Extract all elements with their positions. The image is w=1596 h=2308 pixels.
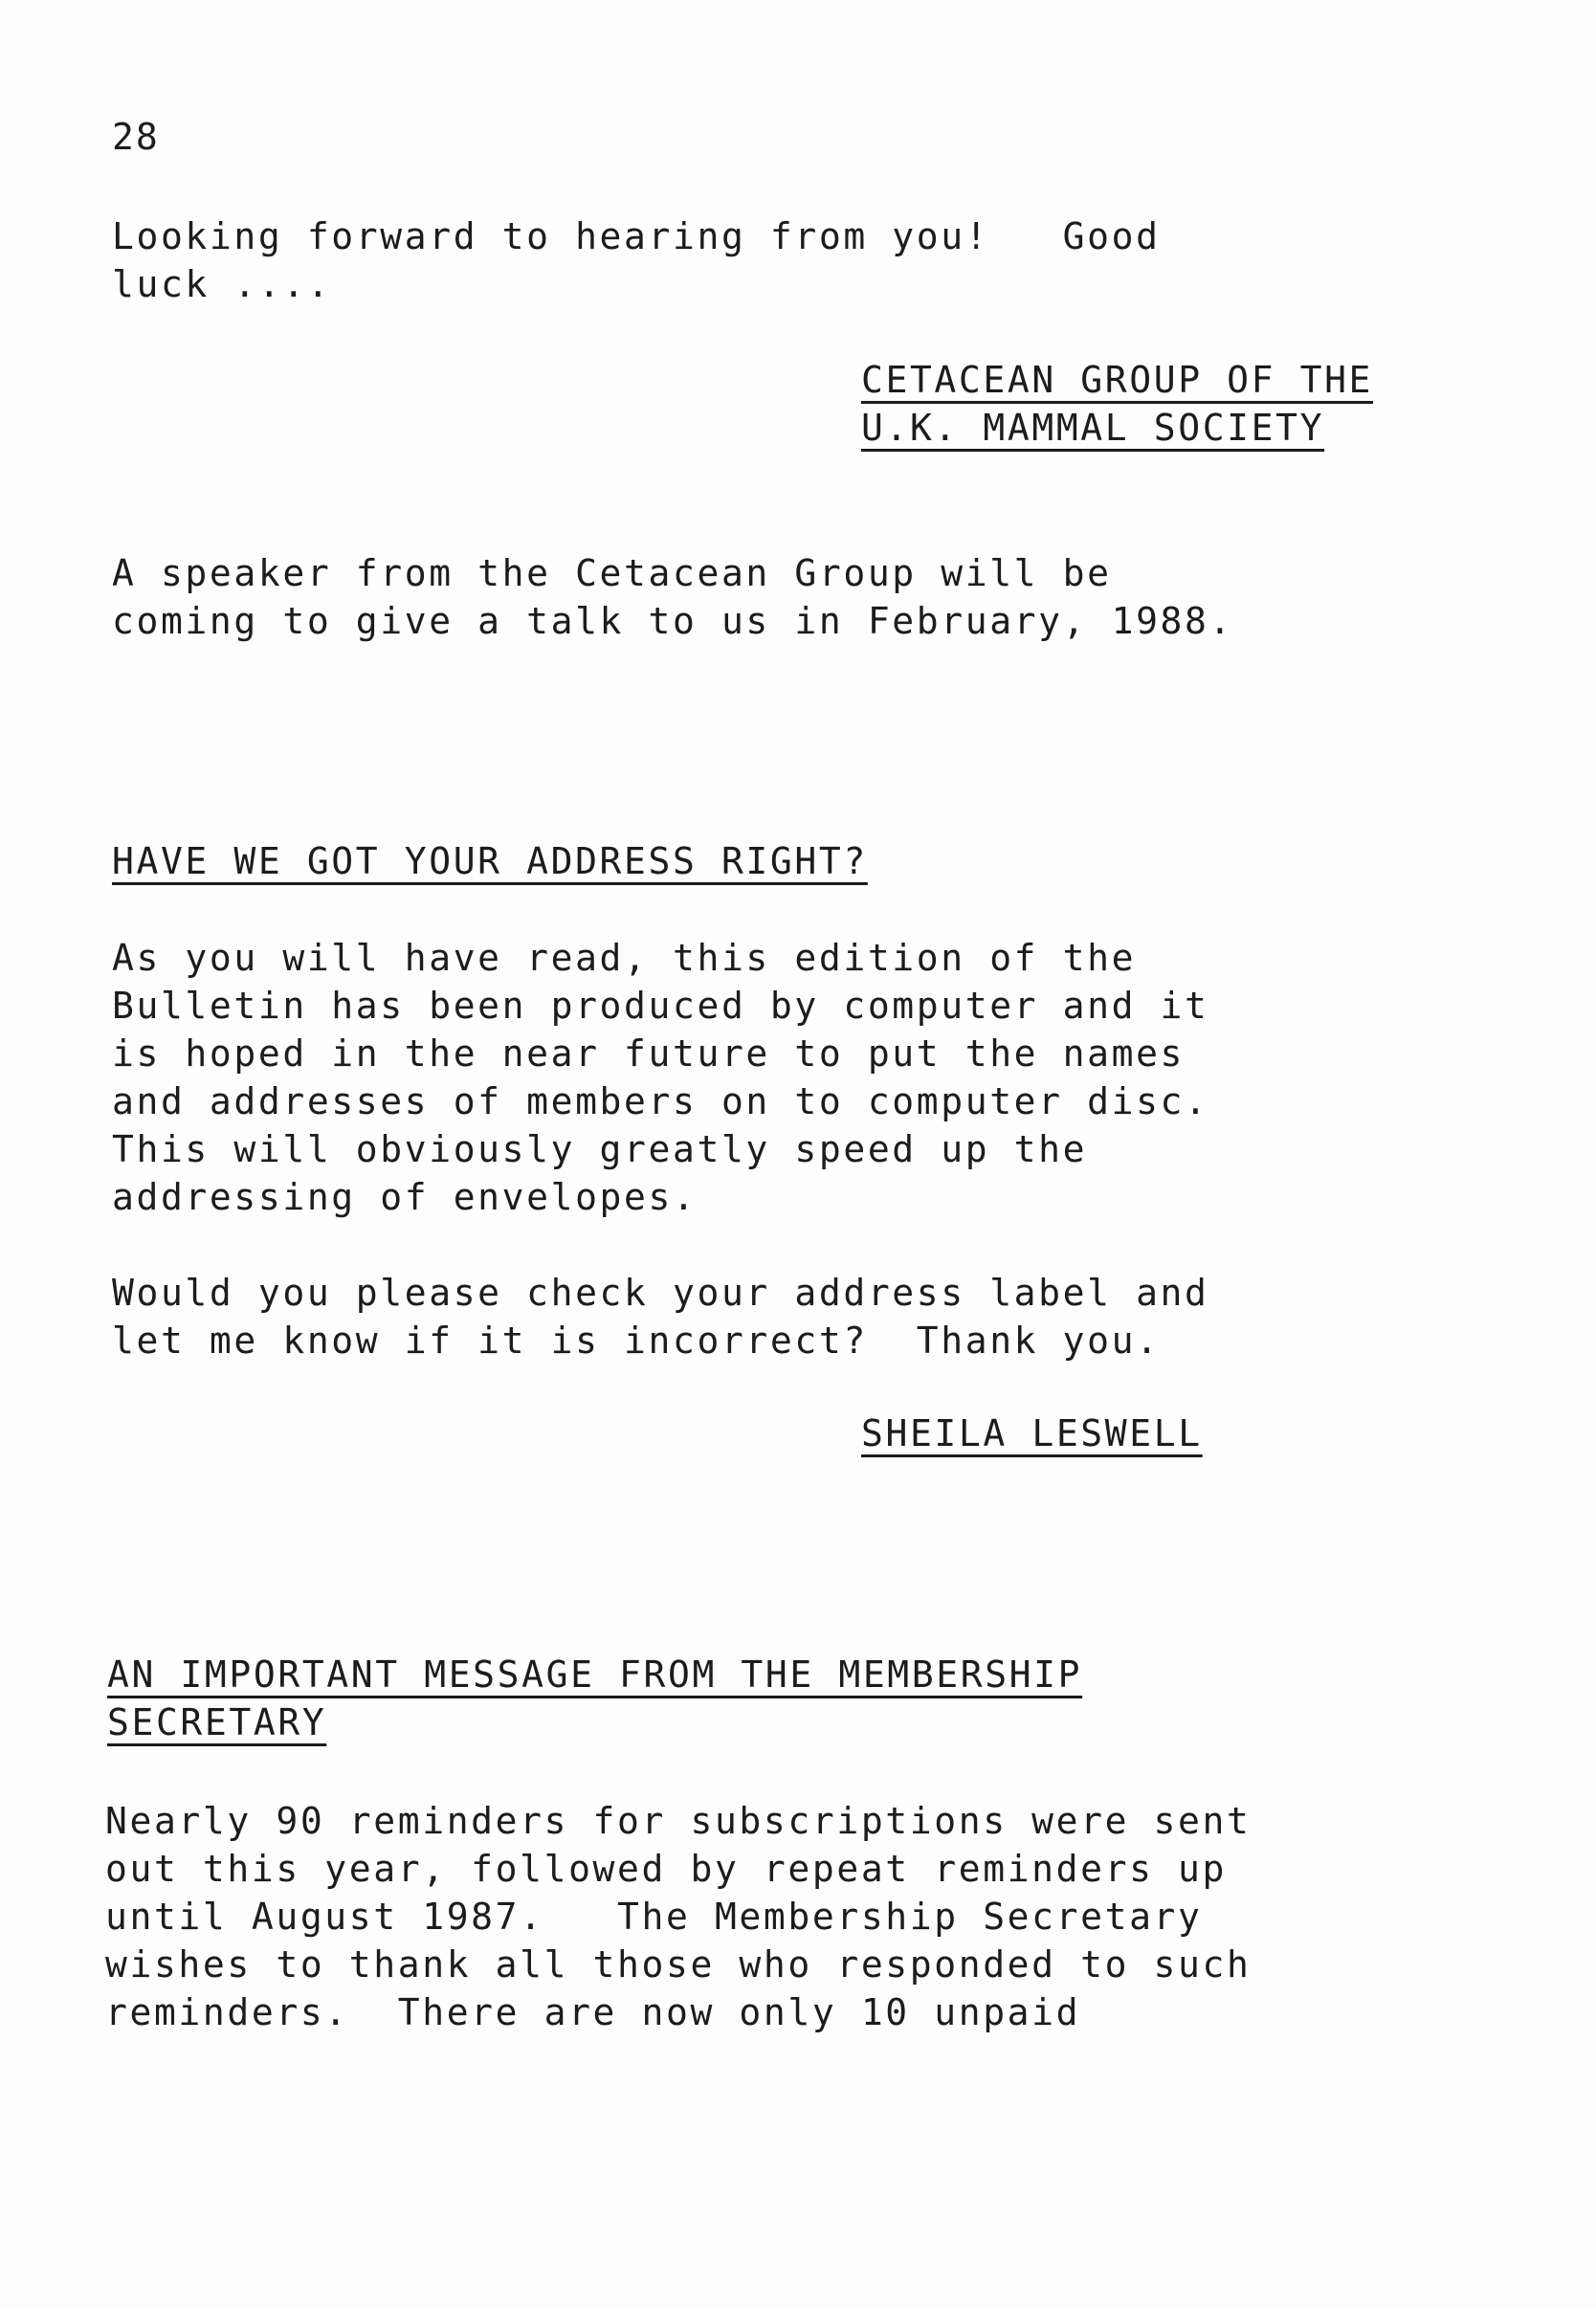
address-para1-line: is hoped in the near future to put the names (112, 1032, 1186, 1075)
address-heading: HAVE WE GOT YOUR ADDRESS RIGHT? (112, 840, 868, 882)
signature-cetacean-line-2: U.K. MAMMAL SOCIETY (861, 407, 1325, 449)
address-para1-line: and addresses of members on to computer disc. (112, 1080, 1209, 1122)
address-para1-line: As you will have read, this edition of the (112, 937, 1137, 979)
page-number: 28 (112, 116, 160, 158)
membership-para-line: wishes to thank all those who responded to such (105, 1943, 1252, 1986)
intro-line-2: luck .... (112, 263, 332, 305)
address-para1-line: This will obviously greatly speed up the (112, 1128, 1088, 1170)
membership-para-line: until August 1987. The Membership Secretary (105, 1896, 1203, 1938)
signature-cetacean-line-1: CETACEAN GROUP OF THE (861, 359, 1374, 401)
membership-heading-line-2: SECRETARY (107, 1701, 327, 1743)
address-para2-line: Would you please check your address label and (112, 1272, 1209, 1314)
membership-heading-line-1: AN IMPORTANT MESSAGE FROM THE MEMBERSHIP (107, 1653, 1083, 1696)
address-para2-line: let me know if it is incorrect? Thank you. (112, 1320, 1161, 1362)
address-para1-line: addressing of envelopes. (112, 1176, 698, 1218)
intro-line-1: Looking forward to hearing from you! Good (112, 215, 1161, 257)
membership-para-line: reminders. There are now only 10 unpaid (105, 1991, 1081, 2033)
signature-sheila-leswell: SHEILA LESWELL (861, 1412, 1203, 1454)
membership-para-line: out this year, followed by repeat reminders up (105, 1848, 1227, 1890)
speaker-line-1: A speaker from the Cetacean Group will be (112, 552, 1112, 594)
speaker-line-2: coming to give a talk to us in February, 1988. (112, 600, 1233, 642)
membership-para-line: Nearly 90 reminders for subscriptions were sent (105, 1800, 1252, 1842)
address-para1-line: Bulletin has been produced by computer and it (112, 985, 1209, 1027)
